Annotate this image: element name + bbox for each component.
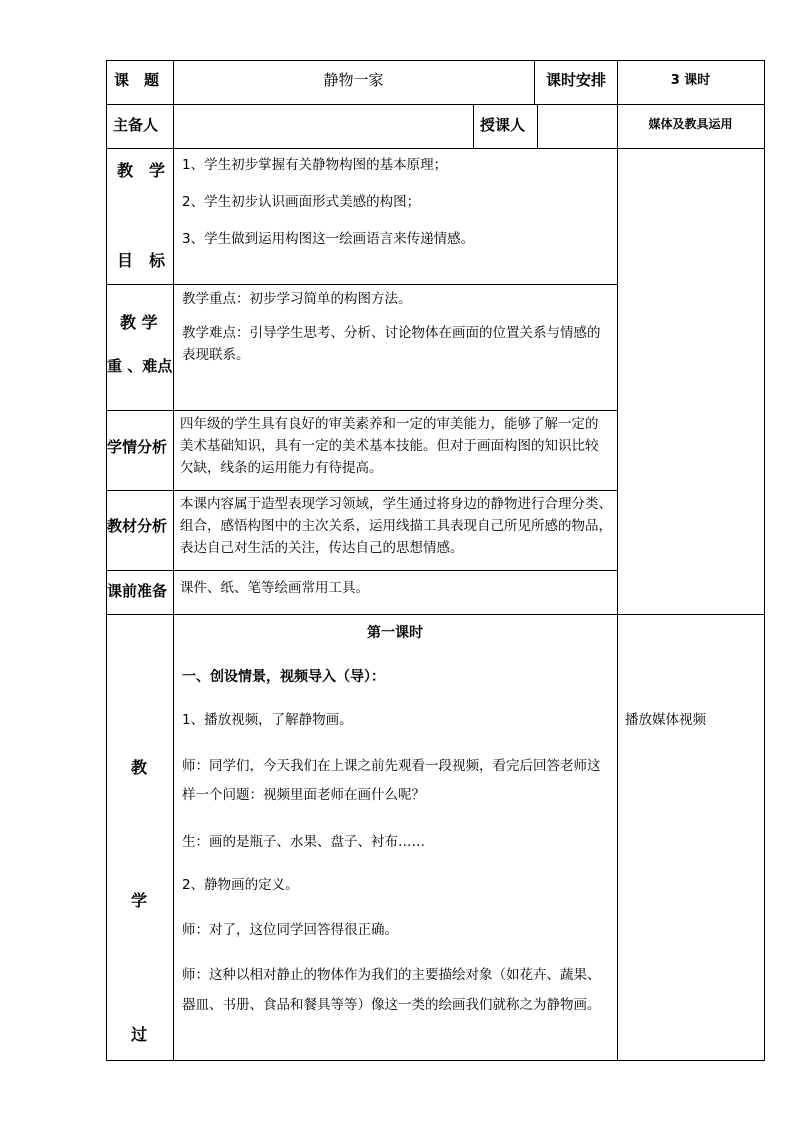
table-rule <box>106 614 765 615</box>
material-line: 表达自己对生活的关注，传达自己的思想情感。 <box>180 540 464 556</box>
goal-item: 2、学生初步认识画面形式美感的构图； <box>182 194 421 210</box>
schedule-value: 3 课时 <box>670 73 711 88</box>
schedule-label: 课时安排 <box>546 71 607 89</box>
preparer-label: 主备人 <box>113 116 159 134</box>
process-line: 师：对了，这位同学回答得很正确。 <box>182 922 398 938</box>
table-rule <box>106 490 618 491</box>
subject-label: 课 题 <box>114 71 160 89</box>
process-line: 器皿、书册、食品和餐具等等）像这一类的绘画我们就称之为静物画。 <box>182 997 601 1013</box>
goal-item: 3、学生做到运用构图这一绘画语言来传递情感。 <box>182 231 475 247</box>
table-rule <box>617 60 618 1061</box>
table-rule <box>106 410 618 411</box>
process-label-char: 过 <box>131 1025 148 1044</box>
prep-text: 课件、纸、笔等绘画常用工具。 <box>180 580 369 596</box>
table-rule <box>534 60 535 104</box>
table-border-right <box>764 60 765 1061</box>
material-line: 本课内容属于造型表现学习领域，学生通过将身边的静物进行合理分类、 <box>180 496 612 512</box>
teacher-label: 授课人 <box>480 116 526 134</box>
table-rule <box>106 284 618 285</box>
process-label-char: 教 <box>131 758 148 777</box>
media-label: 媒体及教具运用 <box>648 117 733 131</box>
subject-value: 静物一家 <box>323 71 384 89</box>
table-border-top <box>106 60 765 61</box>
table-rule <box>106 570 618 571</box>
material-line: 组合，感悟构图中的主次关系，运用线描工具表现自己所见所感的物品， <box>180 518 612 534</box>
difficult-point-cont: 表现联系。 <box>182 347 250 363</box>
process-line: 样一个问题：视频里面老师在画什么呢？ <box>182 787 425 803</box>
students-line: 欠缺，线条的运用能力有待提高。 <box>180 460 383 476</box>
media-note: 播放媒体视频 <box>625 712 706 728</box>
process-line: 师：这种以相对静止的物体作为我们的主要描绘对象（如花卉、蔬果、 <box>182 967 601 983</box>
lesson-title: 第一课时 <box>367 625 423 641</box>
material-label: 教材分析 <box>107 517 168 535</box>
table-border-left <box>106 60 107 1061</box>
table-rule <box>106 104 765 105</box>
students-label: 学情分析 <box>107 438 168 456</box>
focus-label-bottom: 重 、难点 <box>107 357 173 375</box>
students-line: 美术基础知识，具有一定的美术基本技能。但对于画面构图的知识比较 <box>180 438 599 454</box>
key-point: 教学重点：初步学习简单的构图方法。 <box>182 291 412 307</box>
process-line: 师：同学们，今天我们在上课之前先观看一段视频，看完后回答老师这 <box>182 758 601 774</box>
goal-item: 1、学生初步掌握有关静物构图的基本原理； <box>182 157 448 173</box>
table-border-bottom <box>106 1060 765 1061</box>
table-rule <box>106 148 765 149</box>
process-label-char: 学 <box>131 891 148 910</box>
goals-label-bottom: 目 标 <box>117 251 166 270</box>
process-line: 2、静物画的定义。 <box>182 877 299 893</box>
process-line: 生：画的是瓶子、水果、盘子、衬布…… <box>182 834 425 850</box>
section-title: 一、创设情景，视频导入（导）： <box>182 669 385 685</box>
table-rule <box>173 60 174 1061</box>
table-rule <box>537 104 538 148</box>
table-rule <box>473 104 474 148</box>
students-line: 四年级的学生具有良好的审美素养和一定的审美能力，能够了解一定的 <box>180 416 599 432</box>
focus-label-top: 教 学 <box>120 313 158 332</box>
goals-label-top: 教 学 <box>117 161 166 180</box>
difficult-point: 教学难点：引导学生思考、分析、讨论物体在画面的位置关系与情感的 <box>182 325 601 341</box>
prep-label: 课前准备 <box>107 582 168 600</box>
process-line: 1、播放视频，了解静物画。 <box>182 712 353 728</box>
